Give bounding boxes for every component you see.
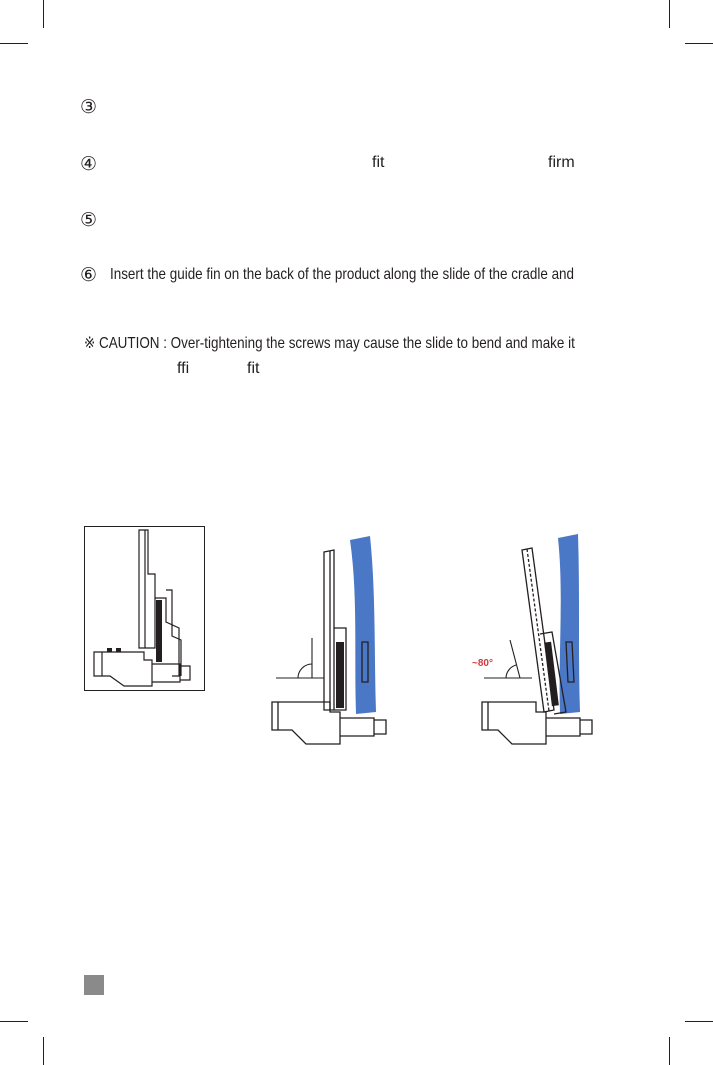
rubber-pad — [156, 600, 162, 662]
crop-mark — [685, 1021, 713, 1022]
page-number-box — [84, 975, 104, 995]
step-4-fragment-fit: fit — [372, 154, 385, 171]
angle-arc — [506, 665, 516, 678]
step-6-text: Insert the guide fin on the back of the product along the slide of the cradle and — [110, 266, 574, 283]
caution-text: ※ CAUTION : Over-tightening the screws may cause the slide to bend and make it — [84, 335, 575, 352]
crop-mark — [43, 1037, 44, 1065]
crop-mark — [0, 43, 28, 44]
crop-mark — [669, 0, 670, 28]
crop-mark — [669, 1037, 670, 1065]
caution-fragment-fit: fit — [247, 360, 260, 377]
step-4-number: ④ — [80, 153, 98, 175]
caution-fragment-ffi: ffi — [177, 360, 190, 377]
crop-mark — [0, 1021, 28, 1022]
step-4-fragment-firm: firm — [548, 154, 575, 171]
figure-mount-upright — [268, 534, 408, 752]
angle-arc — [298, 664, 312, 678]
angle-label: ~80° — [472, 658, 493, 669]
figure-mount-tilted — [470, 524, 620, 752]
crop-mark — [43, 0, 44, 28]
figure-mount-closeup — [84, 526, 208, 692]
rubber-pad — [336, 642, 344, 708]
step-5-number: ⑤ — [80, 209, 98, 231]
crop-mark — [685, 43, 713, 44]
bracket-band — [350, 536, 376, 714]
rubber-pad — [544, 642, 559, 706]
step-3-number: ③ — [80, 96, 98, 118]
step-6-number: ⑥ — [80, 264, 98, 286]
